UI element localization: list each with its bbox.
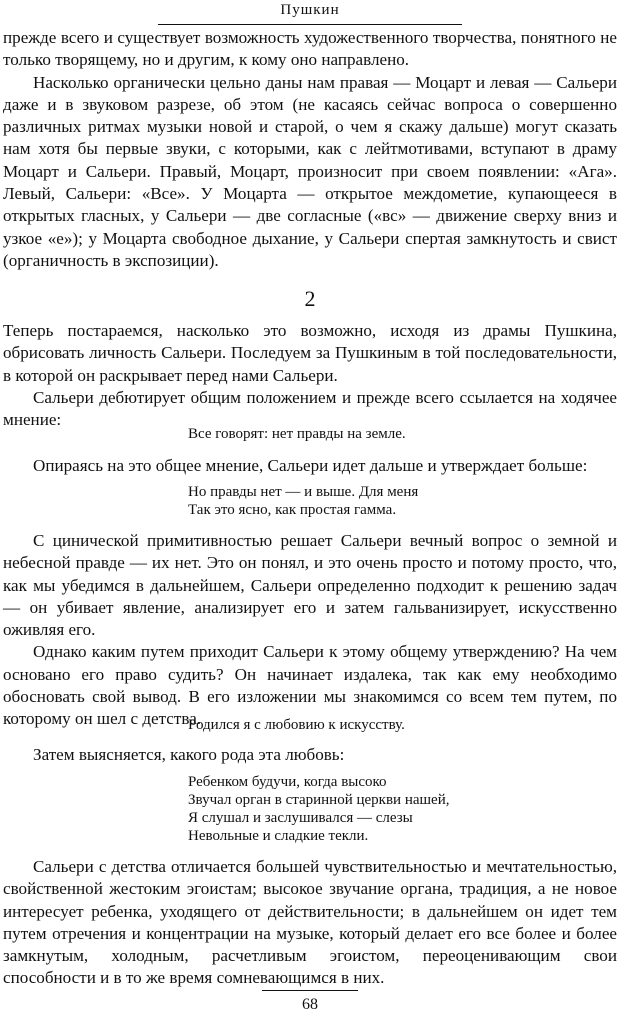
text-block (3, 856, 617, 990)
section-number: 2 (304, 286, 316, 311)
text-block-intro (3, 27, 617, 272)
paragraph: Сальери дебютирует общим положением и прежде всего ссылается на ходячее мнение: (3, 387, 617, 430)
footer-rule (262, 990, 358, 991)
paragraph: Сальери с детства отличается большей чувствительностью и мечтательностью, свойственной жестоким эгоистам; высокое звучание органа, традиция, а не новое интересует ребенка, уходящего от действительности; в дальнейшем он идет тем путем отречения и концентрации на музыке, который делает его все более и более замкнутым, холодным, расчетливым эгоистом, переоценивающим свои способности и в то же время сомневающимся в них. (3, 857, 617, 988)
verse-line: Невольные и сладкие текли. (188, 828, 369, 844)
verse-line: Я слушал и заслушивался — слезы (188, 810, 413, 826)
running-header (158, 0, 462, 25)
verse-quote: Родился я с любовию к искусству. (188, 717, 405, 733)
paragraph: Затем выясняется, какого рода эта любовь: (33, 745, 345, 764)
text-block (3, 530, 617, 731)
verse-quote (188, 773, 450, 845)
verse-line: Но правды нет — и выше. Для меня (188, 484, 419, 500)
paragraph: прежде всего и существует возможность художественного творчества, понятного не только творящему, но и другим, к кому оно направлено. (3, 28, 617, 70)
verse-line: Так это ясно, как простая гамма. (188, 502, 397, 518)
paragraph: Опираясь на это общее мнение, Сальери идет дальше и утверждает больше: (33, 456, 588, 475)
running-title: Пушкин (280, 2, 340, 18)
verse-line: Ребенком будучи, когда высоко (188, 774, 387, 790)
verse-line: Звучал орган в старинной церкви нашей, (188, 792, 450, 808)
paragraph: Теперь постараемся, насколько это возможно, исходя из драмы Пушкина, обрисовать личность Сальери. Последуем за Пушкиным в той последовательности, в которой он раскрывает перед нами Сальери. (3, 321, 617, 385)
verse-quote: Все говорят: нет правды на земле. (188, 426, 406, 442)
paragraph: Однако каким путем приходит Сальери к этому общему утверждению? На чем основано его право судить? Он начинает издалека, так как ему необходимо обосновать свой вывод. В его изложении мы знакомимся со всем тем путем, по которому он шел с детства. (3, 642, 617, 729)
text-block (3, 455, 617, 477)
text-block-section-start (3, 320, 617, 431)
page-number: 68 (302, 996, 318, 1013)
verse-quote (188, 483, 418, 519)
text-block (3, 744, 617, 766)
paragraph: С цинической примитивностью решает Сальери вечный вопрос о земной и небесной правде — их нет. Это он понял, и это очень просто и потому просто, что, как мы убедимся в дальнейшем, Сальери определенно подходит к решению задач — он убивает явление, анализирует его и затем гальванизирует, искусственно оживляя его. (3, 531, 617, 640)
paragraph: Насколько органически цельно даны нам правая — Моцарт и левая — Сальери даже и в звуковом разрезе, об этом (не касаясь сейчас вопроса о совершенно различных ритмах музыки новой и старой, о чем я скажу дальше) могут сказать нам хотя бы первые звуки, с которыми, как с лейтмотивами, вступают в драму Моцарт и Сальери. Правый, Моцарт, произносит при своем появлении: «Ага». Левый, Сальери: «Все». У Моцарта — открытое междометие, купающееся в открытых гласных, у Сальери — две согласные («вс» — движение сверху вниз и узкое «е»); у Моцарта свободное дыхание, у Сальери спертая замкнутость и свист (органичность в экспозиции). (3, 72, 617, 270)
